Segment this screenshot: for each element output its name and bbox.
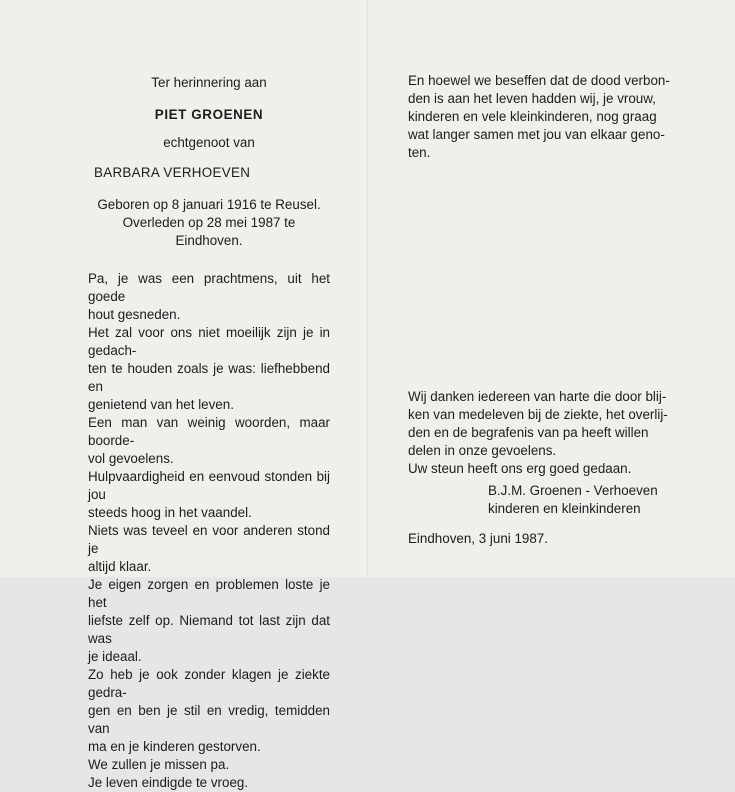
card-fold bbox=[367, 0, 368, 577]
tribute-line: Zo heb je ook zonder klagen je ziekte gedra- bbox=[88, 667, 330, 700]
tribute-line: je ideaal. bbox=[88, 649, 142, 664]
death-line: Overleden op 28 mei 1987 te Eindhoven. bbox=[122, 215, 296, 248]
thanks-text bbox=[408, 388, 698, 478]
thanks-line: ken van medeleven bij de ziekte, het overlij- bbox=[408, 407, 668, 422]
tribute-line: altijd klaar. bbox=[88, 559, 152, 574]
thanks-line: Uw steun heeft ons erg goed gedaan. bbox=[408, 461, 632, 476]
place-date-text: Eindhoven, 3 juni 1987. bbox=[408, 531, 548, 546]
signature-line: kinderen en kleinkinderen bbox=[488, 501, 641, 516]
thanks-line: delen in onze gevoelens. bbox=[408, 443, 557, 458]
left-panel bbox=[88, 74, 330, 792]
tribute-line: ten te houden zoals je was: liefhebbend en bbox=[88, 361, 330, 394]
tribute-line: Pa, je was een prachtmens, uit het goede bbox=[88, 271, 330, 304]
birth-line: Geboren op 8 januari 1916 te Reusel. bbox=[97, 197, 321, 212]
spouse-name: BARBARA VERHOEVEN bbox=[94, 165, 251, 180]
tribute-line: Niets was teveel en voor anderen stond je bbox=[88, 523, 330, 556]
tribute-line: Je leven eindigde te vroeg. bbox=[88, 775, 249, 790]
message-line: En hoewel we beseffen dat de dood verbon- bbox=[408, 73, 670, 88]
signature-line: B.J.M. Groenen - Verhoeven bbox=[488, 483, 658, 498]
tribute-line: Het zal voor ons niet moeilijk zijn je in gedach- bbox=[88, 325, 330, 358]
tribute-line: steeds hoog in het vaandel. bbox=[88, 505, 252, 520]
tribute-line: We zullen je missen pa. bbox=[88, 757, 230, 772]
deceased-name: PIET GROENEN bbox=[154, 107, 264, 122]
message-line: wat langer samen met jou van elkaar geno- bbox=[408, 127, 665, 142]
place-date bbox=[408, 530, 548, 548]
tribute-line: Je eigen zorgen en problemen loste je het bbox=[88, 577, 330, 610]
relation-text: echtgenoot van bbox=[163, 135, 255, 150]
message-line: ten. bbox=[408, 145, 431, 160]
message-line: den is aan het leven hadden wij, je vrouw, bbox=[408, 91, 656, 106]
right-panel-message bbox=[408, 72, 698, 162]
tribute-line: Een man van weinig woorden, maar boorde- bbox=[88, 415, 330, 448]
intro-text: Ter herinnering aan bbox=[151, 75, 267, 90]
tribute-line: ma en je kinderen gestorven. bbox=[88, 739, 261, 754]
tribute-line: genietend van het leven. bbox=[88, 397, 234, 412]
tribute-line: hout gesneden. bbox=[88, 307, 181, 322]
tribute-line: liefste zelf op. Niemand tot last zijn dat was bbox=[88, 613, 330, 646]
tribute-line: vol gevoelens. bbox=[88, 451, 174, 466]
tribute-line: Hulpvaardigheid en eenvoud stonden bij jou bbox=[88, 469, 330, 502]
life-dates bbox=[88, 196, 330, 250]
tribute-text bbox=[88, 270, 330, 792]
thanks-line: den en de begrafenis van pa heeft willen bbox=[408, 425, 649, 440]
tribute-line: gen en ben je stil en vredig, temidden van bbox=[88, 703, 330, 736]
message-line: kinderen en vele kleinkinderen, nog graag bbox=[408, 109, 657, 124]
thanks-line: Wij danken iedereen van harte die door blij- bbox=[408, 389, 667, 404]
signature-block bbox=[488, 482, 658, 518]
